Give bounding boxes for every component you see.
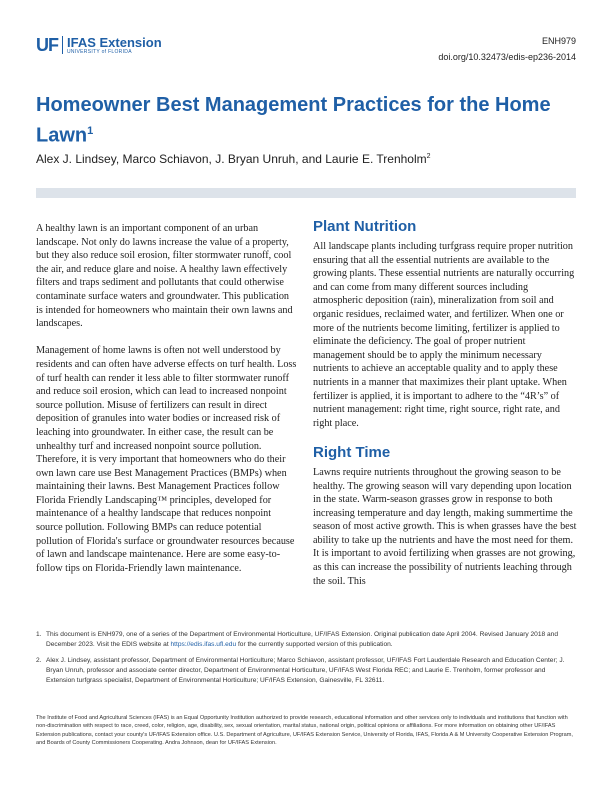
title-text: Homeowner Best Management Practices for the Home Lawn — [36, 94, 551, 147]
document-id: ENH979 — [541, 36, 576, 46]
page-title — [36, 92, 576, 149]
document-doi: doi.org/10.32473/edis-ep236-2014 — [438, 52, 576, 62]
footnotes — [36, 630, 576, 692]
section-divider-bar — [36, 188, 576, 198]
title-footnote-mark: 1 — [87, 125, 94, 137]
section-heading-right-time: Right Time — [313, 443, 391, 461]
logo-title: IFAS Extension — [67, 34, 162, 50]
logo-divider — [62, 36, 63, 54]
footnote-number: 1. — [36, 631, 42, 638]
section-heading-plant-nutrition: Plant Nutrition — [313, 218, 417, 235]
logo-text — [67, 36, 162, 55]
authors-text: Alex J. Lindsey, Marco Schiavon, J. Bryan Unruh, and Laurie E. Trenholm — [36, 152, 427, 166]
footnote — [36, 656, 576, 686]
right-column — [313, 218, 577, 602]
logo-subtitle: UNIVERSITY of FLORIDA — [67, 48, 132, 55]
paragraph: Lawns require nutrients throughout the growing season to be healthy. The growing season will vary depending upon location in the state. Warm-season grasses grow in response to both increasing temperature and day length, making summertime the season of most active growth. This is when grasses have the best ability to take up the nutrients and have the most need for them. It is important to avoid fertilizing when grasses are not growing, as this can increase the possibility of nutrients leaching through the soil. This — [313, 466, 577, 587]
authors — [36, 152, 576, 166]
left-column — [36, 222, 298, 589]
footnote-text-part: This document is ENH979, one of a series of the Department of Environmental Horticulture, UF/IFAS Extension. Original publication date April 2004. Revised January 2018 and December 2023. Visit the EDIS website at — [46, 631, 559, 648]
ifas-disclaimer: The Institute of Food and Agricultural Sciences (IFAS) is an Equal Opportunity Institution authorized to provide research, educational information and other services only to individuals and institutions that function with non-discrimination with respect to race, creed, color, religion, age, disability, sex, sexual orientation, marital status, national origin, political opinions or affiliations. For more information on obtaining other UF/IFAS Extension publications, contact your county's UF/IFAS Extension office. U.S. Department of Agriculture, UF/IFAS Extension Service, University of Florida, IFAS, Florida A & M University Cooperative Extension Program, and Boards of County Commissioners Cooperating. Andra Johnson, dean for UF/IFAS Extension. — [36, 715, 573, 747]
footnote-text — [46, 630, 576, 650]
paragraph: A healthy lawn is an important component of an urban landscape. Not only do lawns increase the value of a property, but they also reduce soil erosion, filter stormwater runoff, cool the air, and reduce glare and noise. A healthy lawn effectively filters and traps sediment and pollutants that could otherwise contaminate surface waters and groundwater. This publication is intended for homeowners who maintain their own lawns and landscapes. — [36, 223, 293, 330]
uf-logo-mark: UF — [36, 35, 58, 55]
edis-website-link[interactable]: https://edis.ifas.ufl.edu — [170, 641, 237, 648]
footnote-text: Alex J. Lindsey, assistant professor, Department of Environmental Horticulture; Marco Schiavon, assistant professor, UF/IFAS Fort Lauderdale Research and Education Center; J. Bryan Unruh, professor and associate center director, Department of Environmental Horticulture, UF/IFAS West Florida REC; and Laurie E. Trenholm, former professor and Extension turfgrass specialist, Department of Environmental Horticulture; UF/IFAS Extension, Gainesville, FL 32611. — [46, 657, 565, 684]
authors-footnote-mark: 2 — [426, 153, 431, 160]
ufifas-logo — [36, 36, 162, 54]
footnote-text-part: for the currently supported version of this publication. — [236, 641, 393, 648]
footnote — [36, 630, 576, 650]
paragraph: Management of home lawns is often not well understood by residents and can often have adverse effects on turf health. Loss of turf health can render it less able to filter stormwater runoff and reduce soil erosion, which can lead to increased nonpoint source pollution. Misuse of fertilizers can result in direct deposition of granules into water bodies or increased risk of leaching into groundwater. In either case, the result can be unhealthy turf and increased nonpoint source pollution. Therefore, it is very important that homeowners who do their own lawn care use Best Management Practices (BMPs) when maintaining their lawns. Best Management Practices follow Florida Friendly Landscaping™ principles, developed for maintenance of a healthy landscape that reduces nonpoint source pollution. Following BMPs can reduce potential pollution of Florida's surface or groundwater resources because of lawn and landscape maintenance. Here are some easy-to-follow tips on Florida-Friendly lawn maintenance. — [36, 345, 297, 574]
paragraph: All landscape plants including turfgrass require proper nutrition ensuring that all the essential nutrients are available to the growing plants. These essential nutrients are naturally occurring and can come from many different sources including atmospheric deposition (rain), mineralization from soil and organic residues, reclaimed water, and fertilizer. When one or more of the nutrients become limiting, fertilizer is applied to eliminate the deficiency. The goal of proper nutrient management should be to apply the minimum necessary nutrients to achieve an acceptable quality and to apply these nutrients in a manner that maximizes their plant uptake. When fertilizer is applied, it is important to adhere to the “4R’s” of nutrient management: right time, right source, right rate, and right place. — [313, 241, 575, 429]
footnote-number: 2. — [36, 657, 42, 664]
